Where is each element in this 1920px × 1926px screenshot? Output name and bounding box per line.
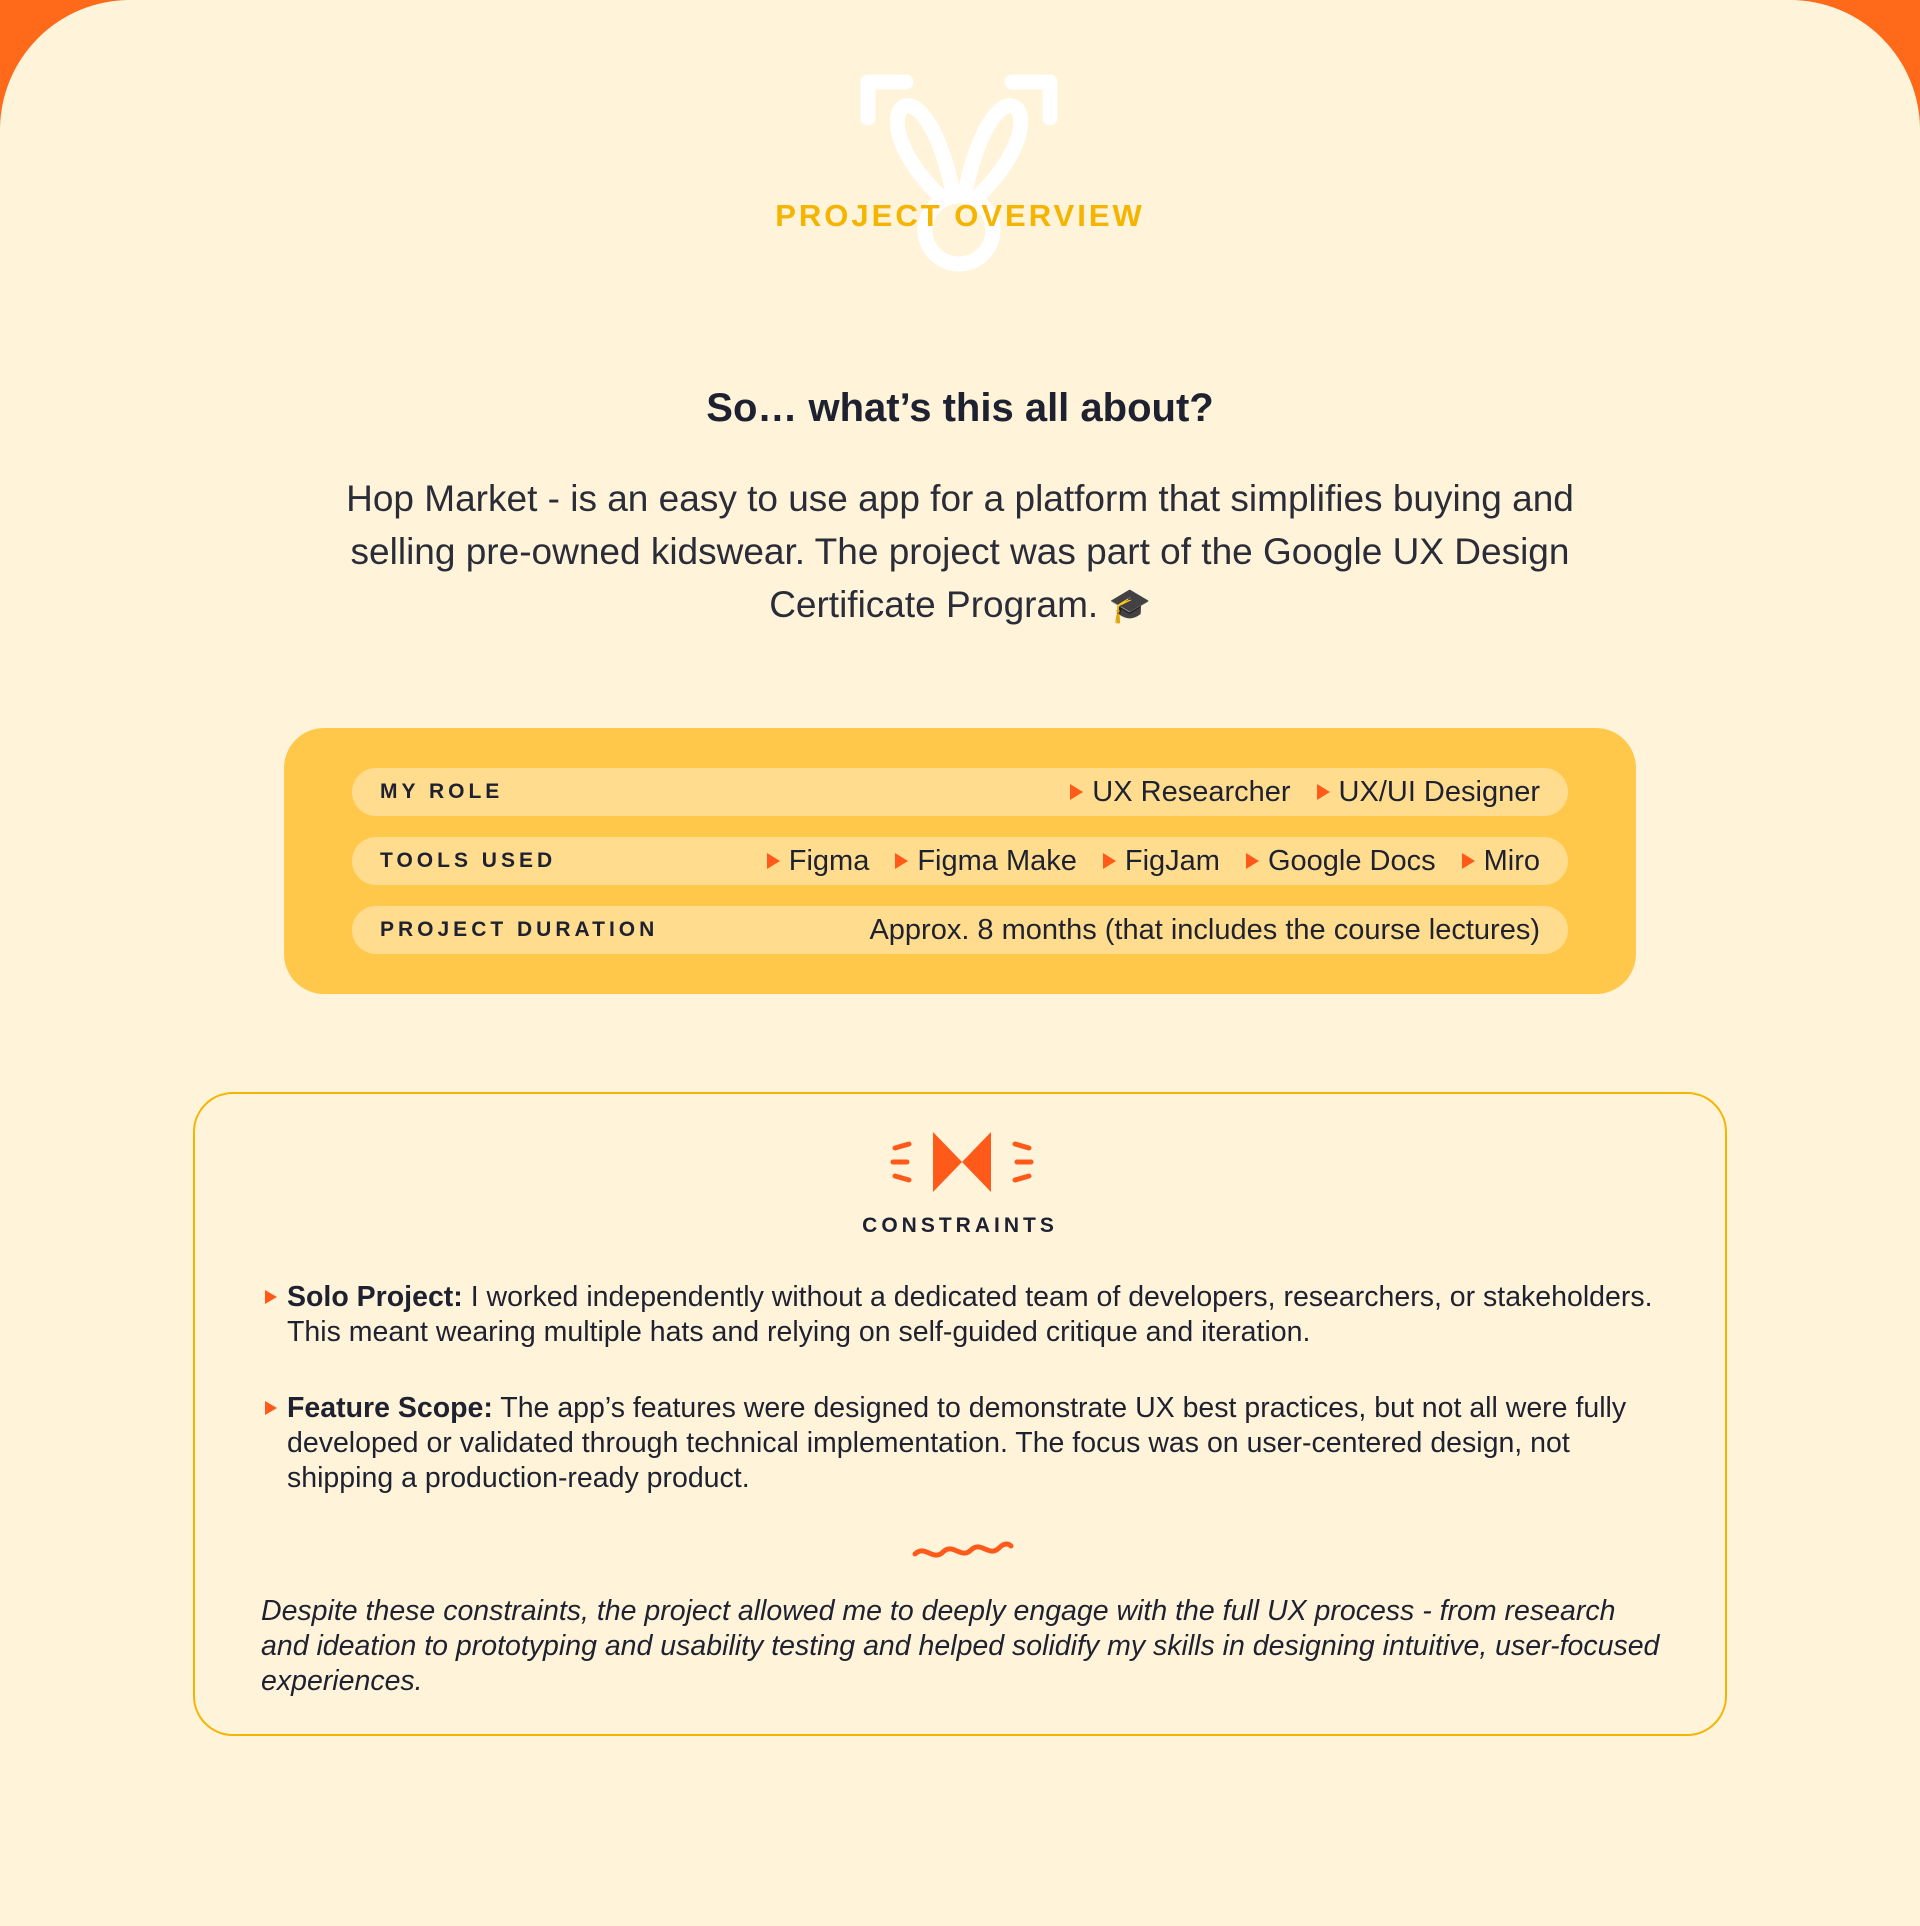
- triangle-bullet-icon: [895, 853, 908, 869]
- bowtie-icon: [889, 1126, 1035, 1198]
- constraint-item: [287, 1280, 1657, 1350]
- role-values: [1070, 776, 1540, 809]
- constraints-title: CONSTRAINTS: [862, 1214, 1058, 1237]
- triangle-bullet-icon: [265, 1401, 277, 1415]
- role-row: [352, 768, 1568, 816]
- triangle-bullet-icon: [1317, 784, 1330, 800]
- constraints-closing: Despite these constraints, the project allowed me to deeply engage with the full UX process - from research and ideation to prototyping and usability testing and helped solidify my skills in designing intuitive, user-focused experiences.: [261, 1595, 1660, 1697]
- graduation-cap-icon: 🎓: [1108, 587, 1151, 625]
- duration-value: Approx. 8 months (that includes the course lectures): [869, 913, 1540, 946]
- page-title: So… what’s this all about?: [706, 386, 1214, 430]
- tool-chip: Miro: [1462, 845, 1540, 878]
- triangle-bullet-icon: [1246, 853, 1259, 869]
- intro-paragraph: [310, 472, 1610, 633]
- constraint-item-text: I worked independently without a dedicated team of developers, researchers, or stakeholders. This meant wearing multiple hats and relying on self-guided critique and iteration.: [287, 1281, 1653, 1348]
- role-chip: UX/UI Designer: [1317, 776, 1540, 809]
- constraint-item-text: The app’s features were designed to demonstrate UX best practices, but not all were fully developed or validated through technical implementation. The focus was on user-centered design, not shipping a production-ready product.: [287, 1392, 1627, 1494]
- section-label: PROJECT OVERVIEW: [775, 198, 1145, 233]
- triangle-bullet-icon: [1462, 853, 1475, 869]
- tool-chip: Figma Make: [895, 845, 1077, 878]
- constraint-item: [287, 1391, 1657, 1496]
- triangle-bullet-icon: [1070, 784, 1083, 800]
- tools-row: [352, 837, 1568, 885]
- triangle-bullet-icon: [1103, 853, 1116, 869]
- triangle-bullet-icon: [767, 853, 780, 869]
- tools-label: TOOLS USED: [380, 849, 557, 872]
- role-label: MY ROLE: [380, 780, 504, 803]
- constraint-item-title: Solo Project:: [287, 1281, 463, 1313]
- project-info-card: [284, 728, 1636, 994]
- duration-label: PROJECT DURATION: [380, 918, 659, 941]
- duration-row: [352, 906, 1568, 954]
- triangle-bullet-icon: [265, 1290, 277, 1304]
- bunny-frame-icon: [848, 66, 1070, 288]
- tools-values: [767, 845, 1540, 878]
- constraint-item-title: Feature Scope:: [287, 1392, 493, 1424]
- squiggle-icon: [911, 1534, 1015, 1564]
- tool-chip: Google Docs: [1246, 845, 1436, 878]
- tool-chip: Figma: [767, 845, 870, 878]
- role-chip: UX Researcher: [1070, 776, 1290, 809]
- intro-text: Hop Market - is an easy to use app for a platform that simplifies buying and selling pre-owned kidswear. The project was part of the Google UX Design Certificate Program.: [346, 478, 1574, 625]
- constraints-card: [193, 1092, 1727, 1736]
- tool-chip: FigJam: [1103, 845, 1220, 878]
